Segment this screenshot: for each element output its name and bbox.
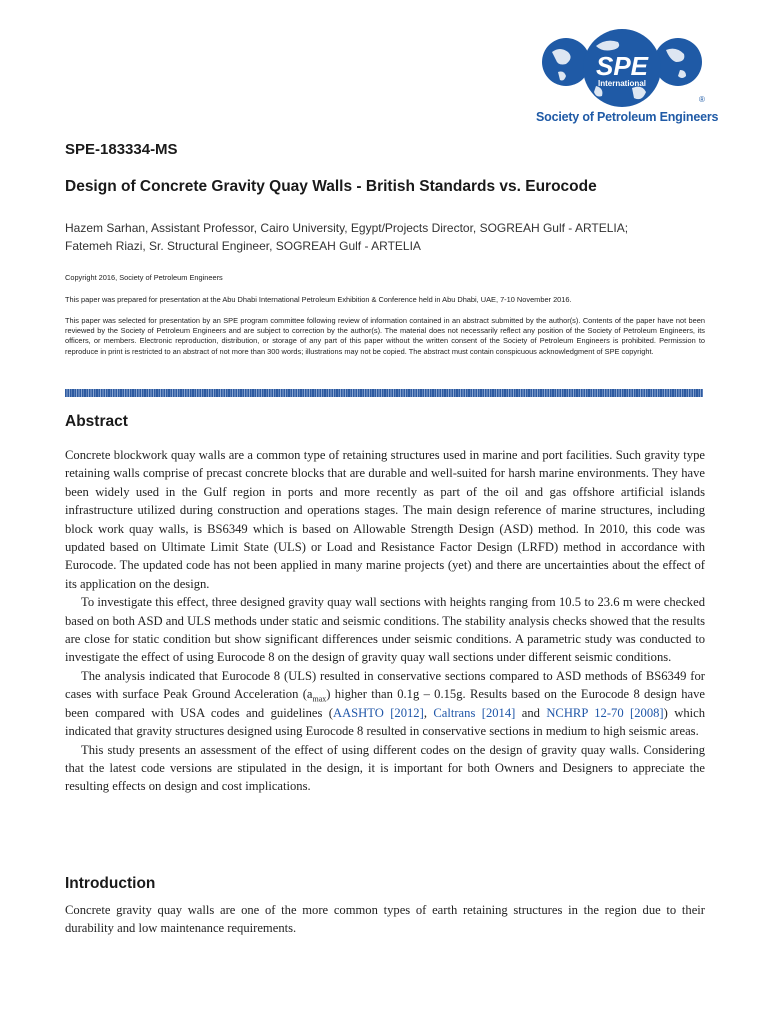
copyright-notice: Copyright 2016, Society of Petroleum Engineers	[65, 273, 223, 282]
presentation-notice: This paper was prepared for presentation at the Abu Dhabi International Petroleum Exhibition & Conference held in Abu Dhabi, UAE, 7-10 November 2016.	[65, 295, 572, 304]
abstract-heading: Abstract	[65, 413, 128, 430]
abstract-body	[65, 446, 705, 796]
paragraph-text: ,	[423, 705, 434, 720]
introduction-paragraph: Concrete gravity quay walls are one of the more common types of earth retaining structures in the region due to their durability and low maintenance requirements.	[65, 903, 705, 936]
logo-text: SPE	[595, 51, 649, 81]
abstract-paragraph: Concrete blockwork quay walls are a common type of retaining structures used in marine and port facilities. Such gravity type retaining walls comprise of precast concrete blocks that are durable and well-suited for harsh marine environments. They have been widely used in the Gulf region in ports and more recently as part of the oil and gas offshore artificial islands infrastructure utilized during construction and operations stages. The main design reference of marine structures, including block work quay walls, is BS6349 which is based on Allowable Strength Design (ASD) method. In 2010, this code was updated based on Ultimate Limit State (ULS) or Load and Resistance Factor Design (LRFD) method in accordance with Eurocode. The updated code has not been applied in many marine projects (yet) and there are uncertainties about the effect of its application on the design.	[65, 448, 705, 591]
selection-notice: This paper was selected for presentation by an SPE program committee following review of information contained in an abstract submitted by the author(s). Contents of the paper have not been reviewed by the Society of Petroleum Engineers and are subject to correction by the author(s). The material does not necessarily reflect any position of the Society of Petroleum Engineers, its officers, or members. Electronic reproduction, distribution, or storage of any part of this paper without the written consent of the Society of Petroleum Engineers is prohibited. Permission to reproduce in print is restricted to an abstract of not more than 300 words; illustrations may not be copied. The abstract must contain conspicuous acknowledgment of SPE copyright.	[65, 316, 705, 356]
reference-link-caltrans[interactable]: Caltrans [2014]	[433, 705, 516, 720]
abstract-paragraph: To investigate this effect, three designed gravity quay wall sections with heights ranging from 10.5 to 23.6 m were checked based on both ASD and ULS methods under static and seismic conditions. The stability analysis checks showed that the results are close for static condition but show significant differences under seismic conditions. A parametric study was conducted to investigate the effect of using Eurocode 8 on the design of gravity quay wall sections under different seismic conditions.	[65, 595, 705, 665]
subscript-text: max	[312, 694, 327, 704]
paragraph-text: ) higher than 0.1g – 0.15g. Results based on the Eurocode 8 design have been compared with USA codes and guidelines (	[65, 687, 705, 720]
introduction-heading: Introduction	[65, 875, 156, 892]
introduction-body	[65, 901, 705, 938]
paragraph-text: ) which indicated that gravity structures designed using Eurocode 8 resulted in conservative sections in medium to high seismic areas.	[65, 705, 706, 739]
paper-title: Design of Concrete Gravity Quay Walls - British Standards vs. Eurocode	[65, 178, 597, 195]
author-line: Fatemeh Riazi, Sr. Structural Engineer, SOGREAH Gulf - ARTELIA	[65, 239, 421, 253]
section-divider	[65, 389, 703, 397]
organization-name: Society of Petroleum Engineers	[536, 110, 719, 124]
reference-link-nchrp[interactable]: NCHRP 12-70 [2008]	[546, 705, 664, 720]
paragraph-text: The analysis indicated that Eurocode 8 (ULS) resulted in conservative sections compared to ASD methods of BS6349 for cases with surface Peak Ground Acceleration (a	[65, 668, 705, 702]
logo-registered-mark: ®	[699, 95, 705, 104]
abstract-paragraph: This study presents an assessment of the effect of using different codes on the design of gravity quay walls. Considering that the latest code versions are stipulated in the design, it is important for both Owners and Designers to appreciate the resulting effects on design and cost implications.	[65, 742, 705, 794]
author-line: Hazem Sarhan, Assistant Professor, Cairo University, Egypt/Projects Director, SOGREAH Gulf - ARTELIA;	[65, 221, 629, 235]
logo-subtext: International	[597, 79, 647, 88]
reference-link-aashto[interactable]: AASHTO [2012]	[332, 705, 424, 720]
paragraph-text: and	[515, 705, 547, 720]
abstract-paragraph	[65, 667, 705, 741]
paper-number: SPE-183334-MS	[65, 141, 178, 158]
